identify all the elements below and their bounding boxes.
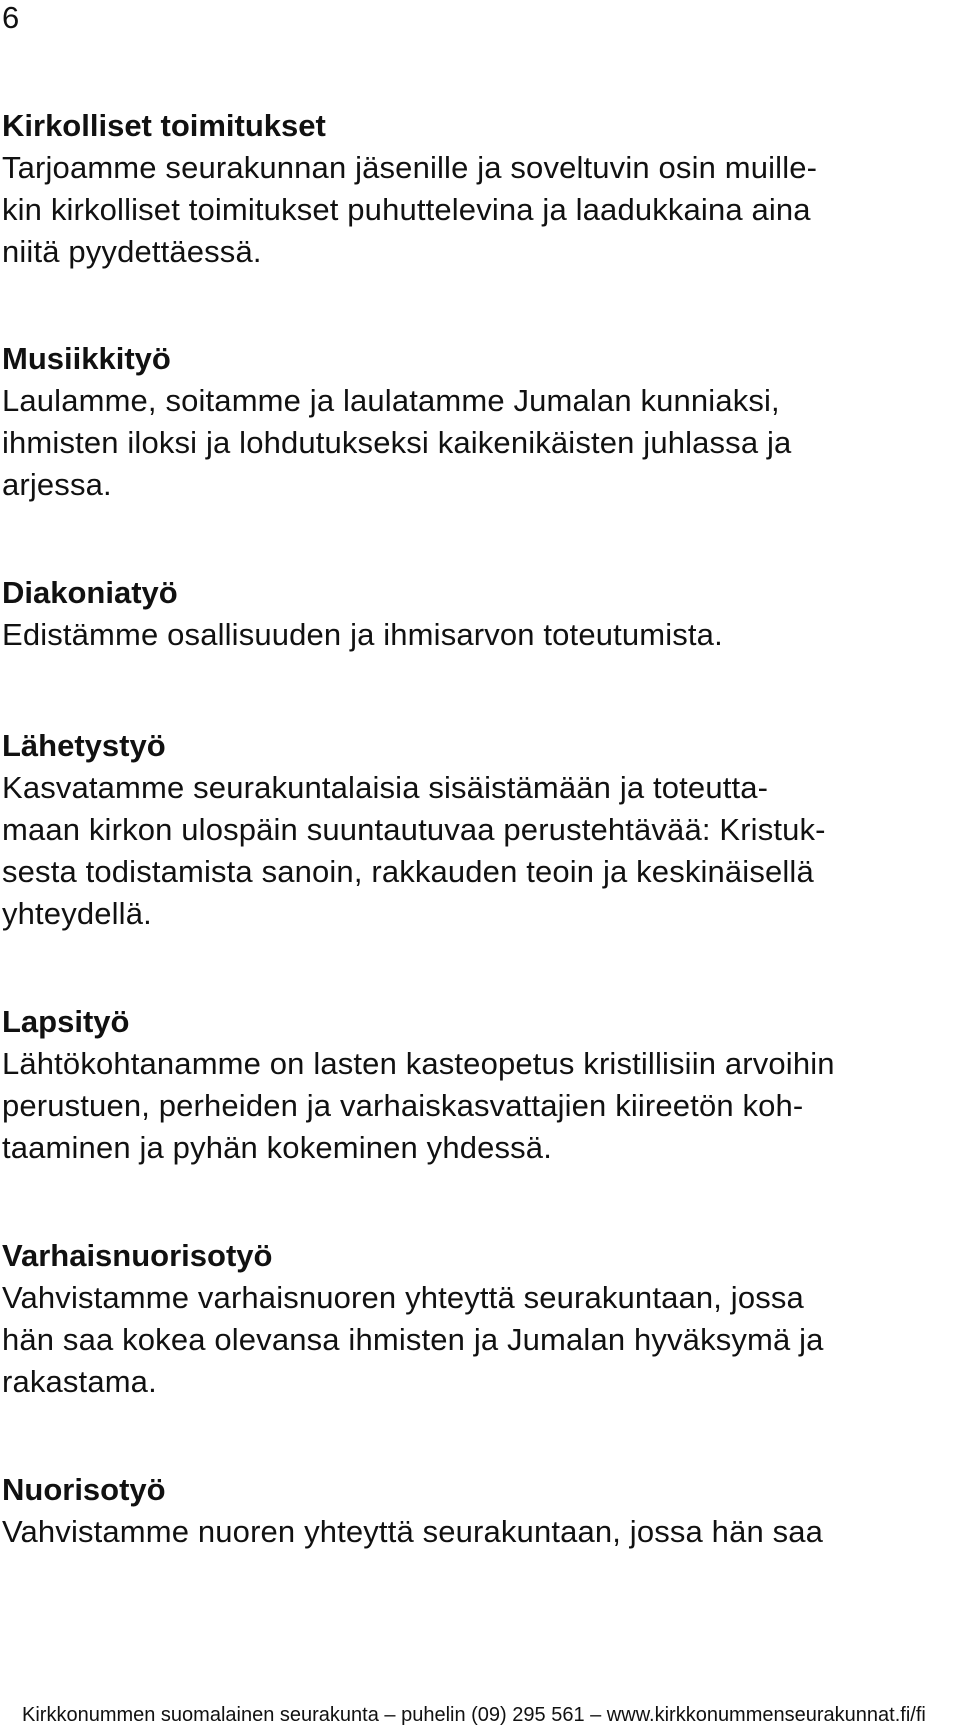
section-heading: Lapsityö	[2, 1004, 130, 1039]
section-kirkolliset-toimitukset	[2, 105, 958, 273]
paragraph-line: Laulamme, soitamme ja laulatamme Jumalan kunniaksi,	[2, 383, 780, 418]
page-number: 6	[2, 0, 20, 35]
section-lahetystyo	[2, 725, 958, 935]
section-lapsityo	[2, 1001, 958, 1169]
paragraph-line: kin kirkolliset toimitukset puhuttelevina ja laadukkaina aina	[2, 192, 811, 227]
paragraph-line: rakastama.	[2, 1364, 157, 1399]
section-nuorisotyo	[2, 1469, 958, 1553]
section-heading: Lähetystyö	[2, 728, 166, 763]
section-heading: Musiikkityö	[2, 341, 171, 376]
paragraph-line: Tarjoamme seurakunnan jäsenille ja soveltuvin osin muille-	[2, 150, 818, 185]
paragraph-line: Lähtökohtanamme on lasten kasteopetus kristillisiin arvoihin	[2, 1046, 835, 1081]
paragraph-line: Vahvistamme varhaisnuoren yhteyttä seurakuntaan, jossa	[2, 1280, 804, 1315]
paragraph-line: arjessa.	[2, 467, 112, 502]
paragraph-line: niitä pyydettäessä.	[2, 234, 262, 269]
paragraph-line: Kasvatamme seurakuntalaisia sisäistämään ja toteutta-	[2, 770, 769, 805]
section-heading: Nuorisotyö	[2, 1472, 166, 1507]
paragraph-line: ihmisten iloksi ja lohdutukseksi kaikenikäisten juhlassa ja	[2, 425, 792, 460]
section-musiikkityo	[2, 338, 958, 506]
section-varhaisnuorisotyo	[2, 1235, 958, 1403]
paragraph-line: Vahvistamme nuoren yhteyttä seurakuntaan, jossa hän saa	[2, 1514, 824, 1549]
paragraph-line: yhteydellä.	[2, 896, 152, 931]
section-heading: Varhaisnuorisotyö	[2, 1238, 273, 1273]
paragraph-line: hän saa kokea olevansa ihmisten ja Jumalan hyväksymä ja	[2, 1322, 824, 1357]
page-footer: Kirkkonummen suomalainen seurakunta – puhelin (09) 295 561 – www.kirkkonummenseurakunnat.fi/fi	[22, 1704, 926, 1726]
paragraph-line: Edistämme osallisuuden ja ihmisarvon toteutumista.	[2, 617, 723, 652]
paragraph-line: taaminen ja pyhän kokeminen yhdessä.	[2, 1130, 552, 1165]
section-heading: Kirkolliset toimitukset	[2, 108, 326, 143]
section-heading: Diakoniatyö	[2, 575, 178, 610]
paragraph-line: perustuen, perheiden ja varhaiskasvattajien kiireetön koh-	[2, 1088, 804, 1123]
section-diakoniatyo	[2, 572, 958, 656]
paragraph-line: maan kirkon ulospäin suuntautuvaa perustehtävää: Kristuk-	[2, 812, 826, 847]
paragraph-line: sesta todistamista sanoin, rakkauden teoin ja keskinäisellä	[2, 854, 814, 889]
